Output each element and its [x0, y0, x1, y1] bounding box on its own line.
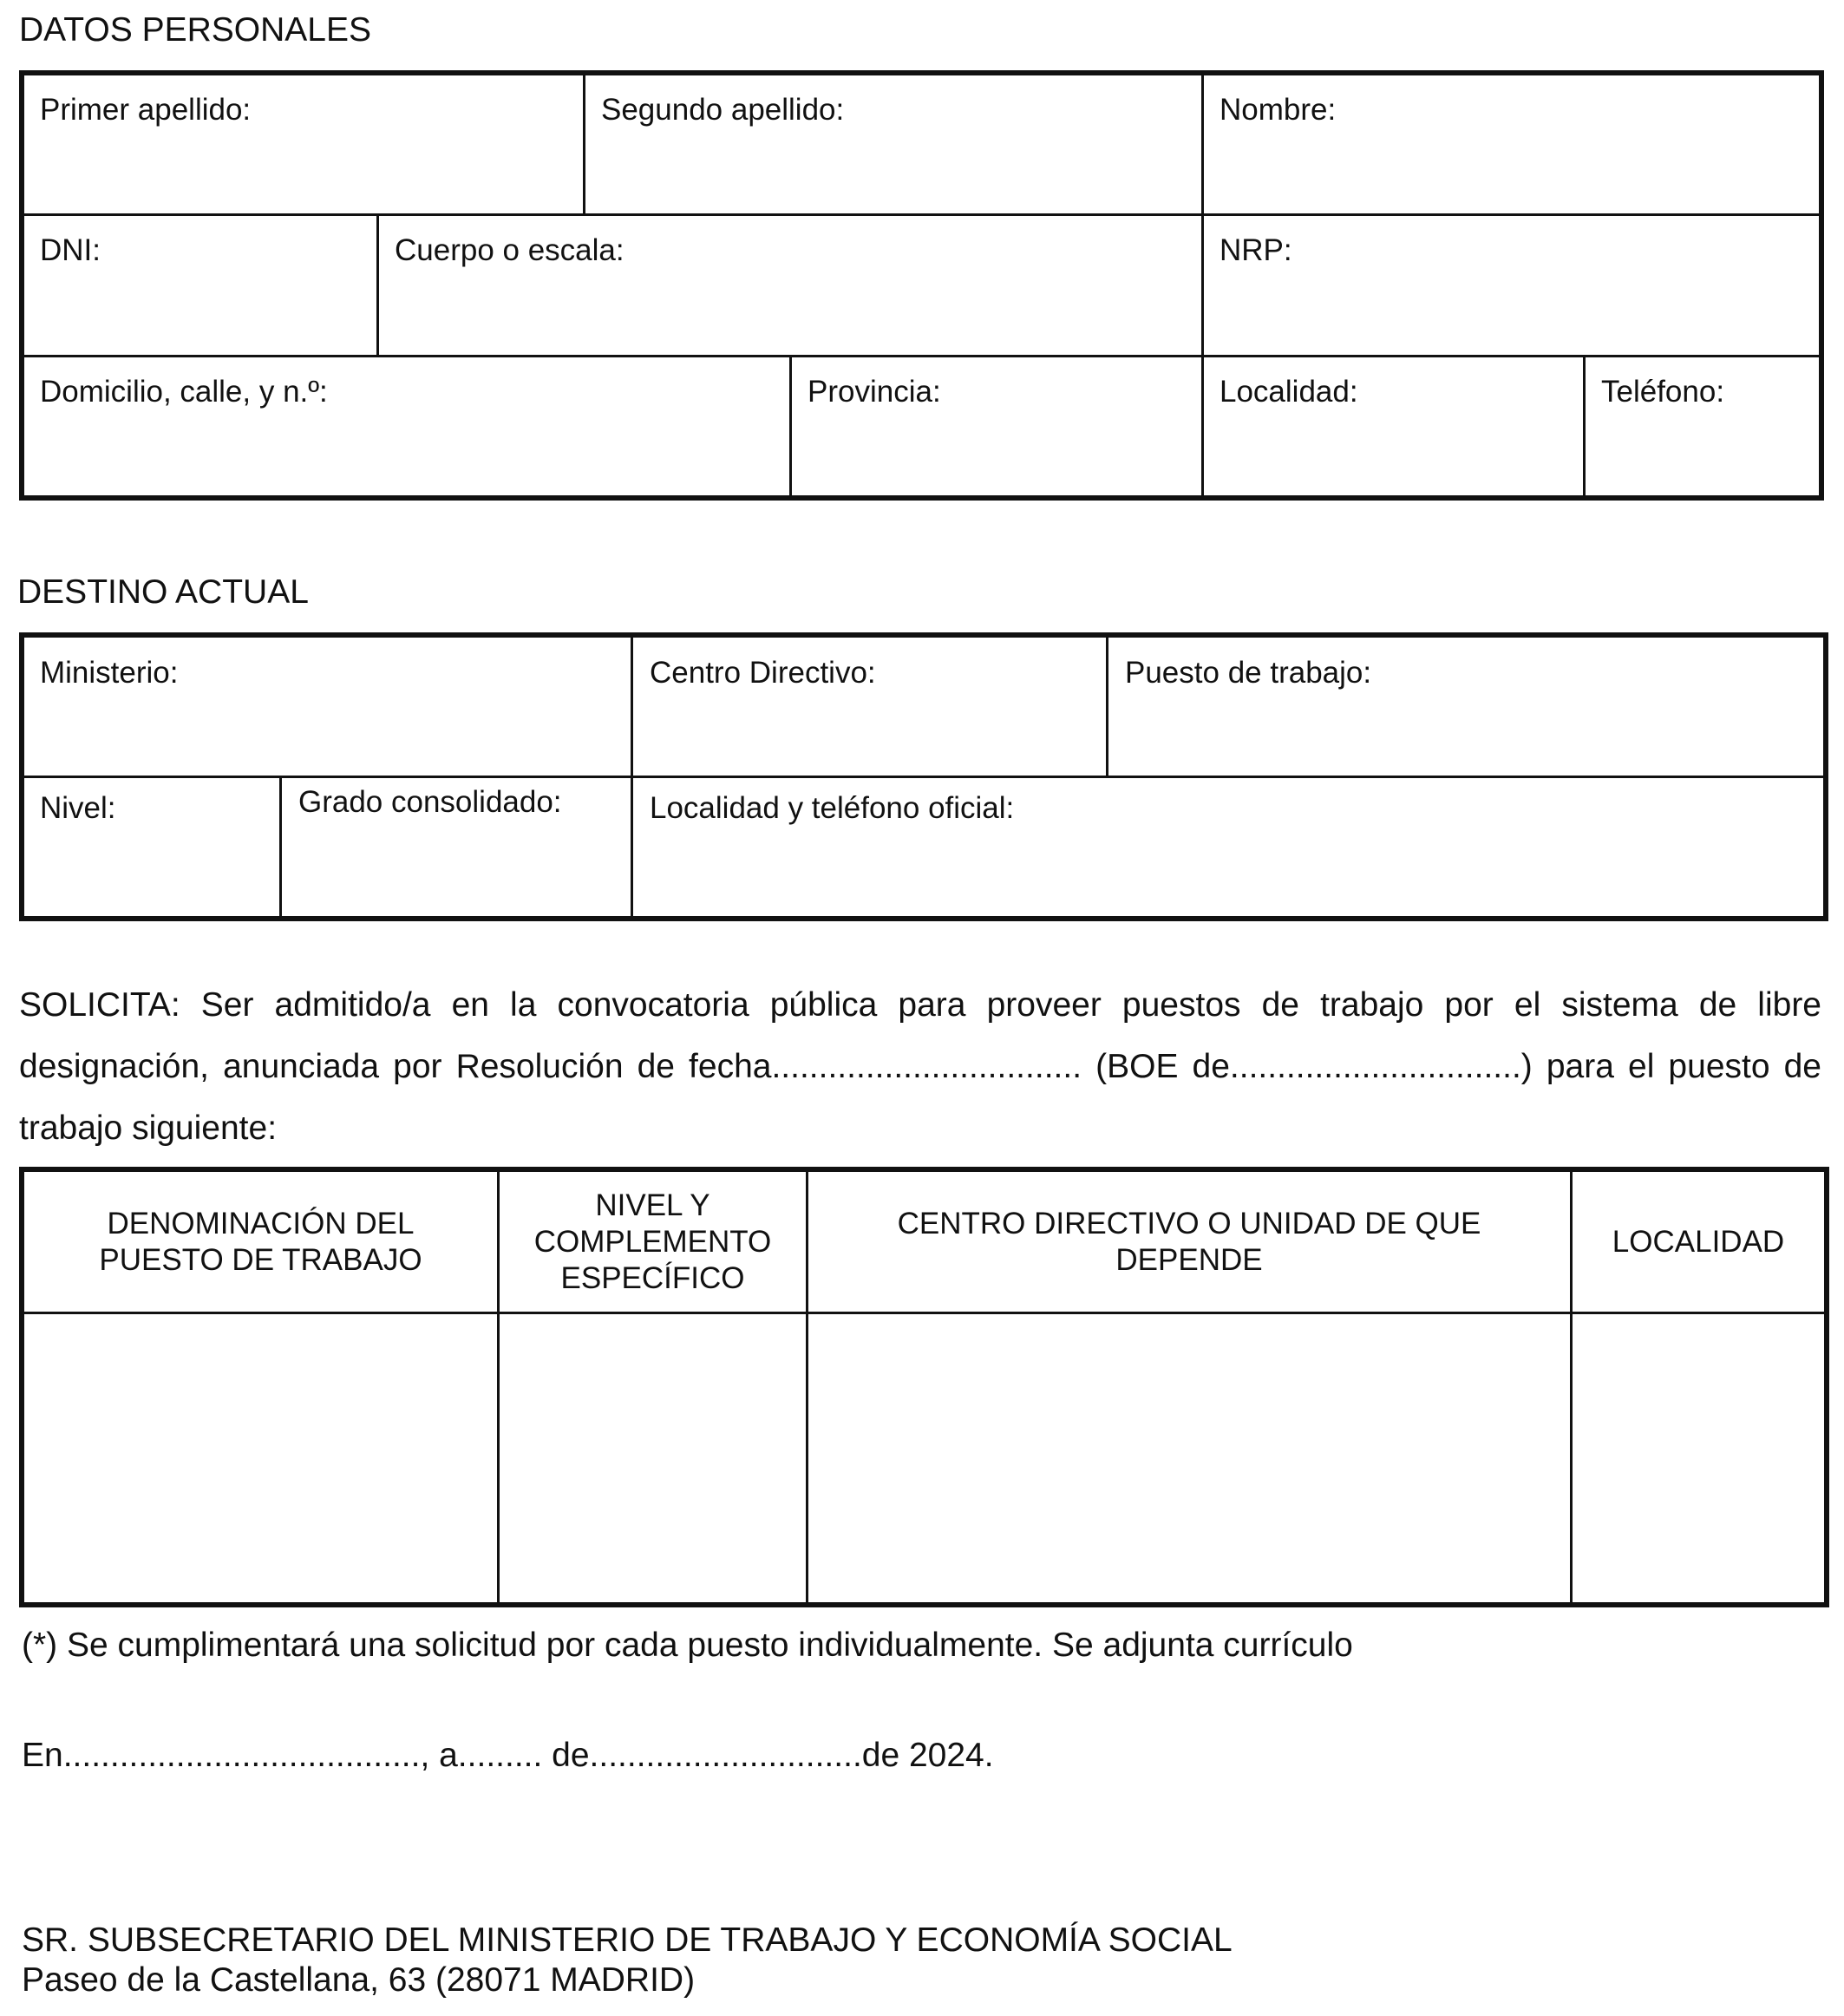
- header-localidad: [1573, 1172, 1824, 1312]
- destino-actual-table: [19, 632, 1828, 921]
- cell-nivel-complemento[interactable]: [500, 1314, 806, 1602]
- primer-apellido-field[interactable]: Primer apellido:: [40, 93, 252, 127]
- cell-denominacion[interactable]: [24, 1314, 497, 1602]
- row-divider: [24, 213, 1819, 216]
- solicita-paragraph: SOLICITA: Ser admitido/a en la convocatoria pública para proveer puestos de trabajo por el sistema de libre designación, anunciada por Resolución de fecha................................. (BOE de...............................) para el puesto de trabajo siguiente:: [19, 986, 1821, 1147]
- header-nivel-complemento-label: NIVEL Y COMPLEMENTO ESPECÍFICO: [533, 1188, 772, 1295]
- nombre-field[interactable]: Nombre:: [1220, 93, 1337, 127]
- ministerio-field[interactable]: Ministerio:: [40, 656, 179, 690]
- cuerpo-escala-field[interactable]: Cuerpo o escala:: [395, 233, 624, 267]
- nrp-field[interactable]: NRP:: [1220, 233, 1292, 267]
- destino-actual-title: DESTINO ACTUAL: [17, 573, 309, 611]
- header-centro-directivo-label: CENTRO DIRECTIVO O UNIDAD DE QUE DEPENDE: [897, 1206, 1481, 1277]
- localidad-telefono-field[interactable]: Localidad y teléfono oficial:: [650, 791, 1015, 825]
- header-denominacion: [24, 1172, 497, 1312]
- header-localidad-label: LOCALIDAD: [1612, 1224, 1785, 1259]
- domicilio-field[interactable]: Domicilio, calle, y n.º:: [40, 375, 328, 409]
- grado-consolidado-field[interactable]: Grado consolidado:: [298, 785, 562, 819]
- puesto-table: [19, 1167, 1829, 1607]
- telefono-field[interactable]: Teléfono:: [1601, 375, 1725, 409]
- note-text: (*) Se cumplimentará una solicitud por cada puesto individualmente. Se adjunta currículo: [22, 1627, 1353, 1664]
- col-divider: [789, 355, 792, 495]
- header-nivel-complemento: [500, 1172, 806, 1312]
- segundo-apellido-field[interactable]: Segundo apellido:: [601, 93, 845, 127]
- row-divider: [24, 355, 1819, 357]
- col-divider: [583, 75, 585, 216]
- col-divider: [279, 776, 282, 916]
- nivel-field[interactable]: Nivel:: [40, 791, 116, 825]
- row-divider: [24, 776, 1823, 778]
- col-divider: [631, 638, 633, 916]
- col-divider: [1583, 355, 1586, 495]
- puesto-trabajo-field[interactable]: Puesto de trabajo:: [1125, 656, 1372, 690]
- localidad-field[interactable]: Localidad:: [1220, 375, 1358, 409]
- col-divider: [376, 213, 379, 357]
- header-denominacion-label: DENOMINACIÓN DEL PUESTO DE TRABAJO: [99, 1206, 422, 1277]
- datos-personales-title: DATOS PERSONALES: [19, 11, 372, 49]
- cell-centro-directivo[interactable]: [808, 1314, 1570, 1602]
- header-centro-directivo: [808, 1172, 1570, 1312]
- dni-field[interactable]: DNI:: [40, 233, 101, 267]
- datos-personales-table: [19, 70, 1824, 501]
- addressee-line1: SR. SUBSECRETARIO DEL MINISTERIO DE TRABAJO Y ECONOMÍA SOCIAL: [22, 1921, 1233, 1959]
- cell-localidad[interactable]: [1573, 1314, 1824, 1602]
- col-divider: [1201, 75, 1204, 495]
- provincia-field[interactable]: Provincia:: [808, 375, 941, 409]
- centro-directivo-field[interactable]: Centro Directivo:: [650, 656, 876, 690]
- date-line: En......................................, a......... de.............................de 2024.: [22, 1737, 994, 1774]
- addressee-line2: Paseo de la Castellana, 63 (28071 MADRID): [22, 1961, 696, 1999]
- col-divider: [1106, 638, 1108, 778]
